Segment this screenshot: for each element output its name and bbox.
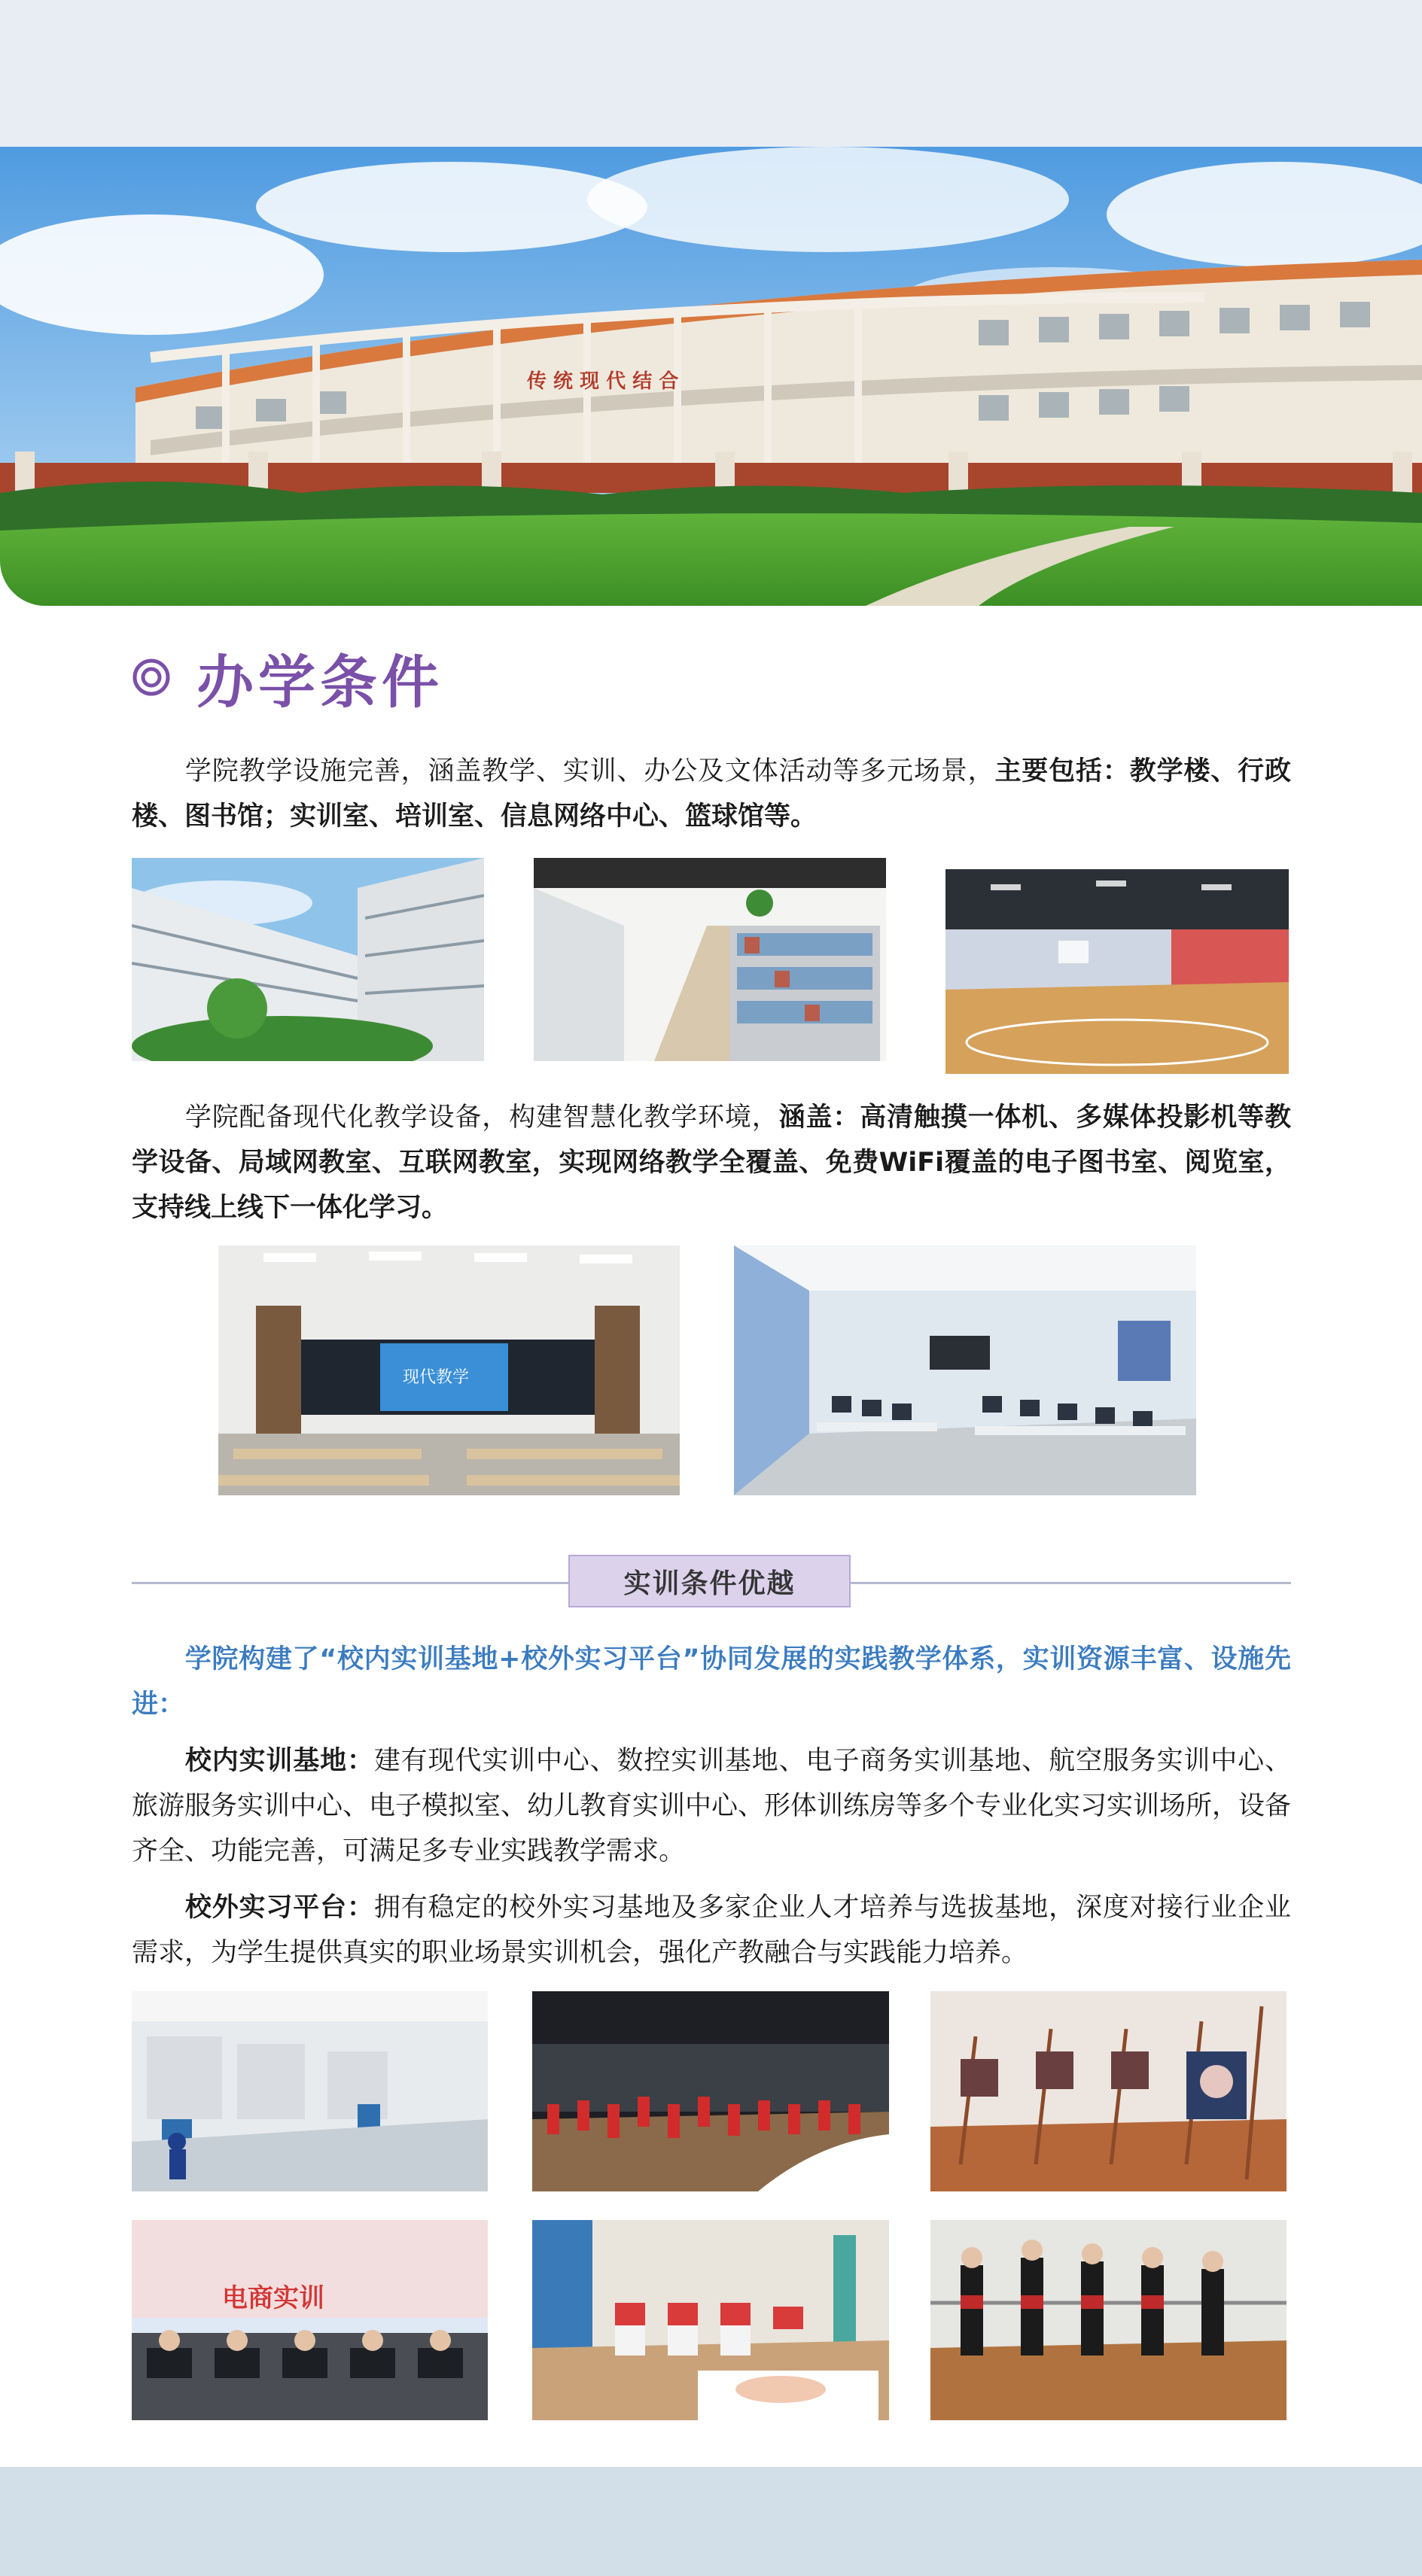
bottom-band: [0, 2467, 1422, 2576]
facilities-paragraph: [132, 749, 1291, 839]
facilities-text: 学院教学设施完善，涵盖教学、实训、办公及文体活动等多元场景，: [184, 756, 995, 786]
section-title: 办学条件: [196, 648, 443, 716]
teaching-building-photo: [132, 858, 484, 1061]
computer-lab-photo: [734, 1245, 1196, 1495]
library-photo: [534, 858, 886, 1061]
campus-hero-photo: [0, 147, 1422, 606]
dance-training-photo: [930, 2220, 1286, 2420]
smart-classroom-photo: [218, 1245, 680, 1495]
section-heading: [132, 640, 443, 715]
hero-banner-text: 传 统 现 代 结 合: [527, 370, 679, 393]
training-intro-paragraph: [132, 1637, 1291, 1727]
basketball-hall-photo: [945, 869, 1289, 1074]
top-band: [0, 0, 1422, 147]
equipment-paragraph: [132, 1095, 1291, 1230]
ecommerce-banner-text: 电商实训: [222, 2283, 324, 2313]
training-intro-text: 学院构建了“校内实训基地+校外实习平台”协同发展的实践教学体系，实训资源丰富、设施先进：: [132, 1644, 1291, 1720]
aviation-service-photo: [532, 1991, 889, 2191]
cnc-training-photo: [132, 1991, 488, 2191]
equipment-bold-text: 涵盖：高清触摸一体机、多媒体投影机等教学设备、局域网教室、互联网教室，实现网络教学全覆盖、免费WiFi覆盖的电子图书室、阅览室，支持线上线下一体化学习。: [132, 1102, 1291, 1223]
facilities-bold-text: 主要包括：教学楼、行政楼、图书馆；实训室、培训室、信息网络中心、篮球馆等。: [132, 756, 1291, 832]
training-divider-label: 实训条件优越: [568, 1555, 851, 1607]
external-platform-paragraph: [132, 1885, 1291, 1975]
classroom-screen-text: 现代教学: [403, 1368, 470, 1387]
early-childhood-training-photo: [532, 2220, 889, 2420]
ecommerce-training-photo: [132, 2220, 488, 2420]
internal-training-text: 建有现代实训中心、数控实训基地、电子商务实训基地、航空服务实训中心、旅游服务实训中心、电子模拟室、幼儿教育实训中心、形体训练房等多个专业化实习实训场所，设备齐全、功能完善，可满足多专业实践教学需求。: [132, 1746, 1292, 1866]
internal-training-paragraph: [132, 1738, 1291, 1874]
equipment-text: 学院配备现代化教学设备，构建智慧化教学环境，: [184, 1102, 779, 1133]
internal-training-label: 校内实训基地：: [184, 1746, 374, 1776]
external-platform-text: 拥有稳定的校外实习基地及多家企业人才培养与选拔基地，深度对接行业企业需求，为学生提供真实的职业场景实训机会，强化产教融合与实践能力培养。: [132, 1893, 1291, 1968]
art-studio-photo: [930, 1991, 1286, 2191]
circle-target-icon: [132, 658, 171, 697]
external-platform-label: 校外实习平台：: [184, 1893, 374, 1923]
